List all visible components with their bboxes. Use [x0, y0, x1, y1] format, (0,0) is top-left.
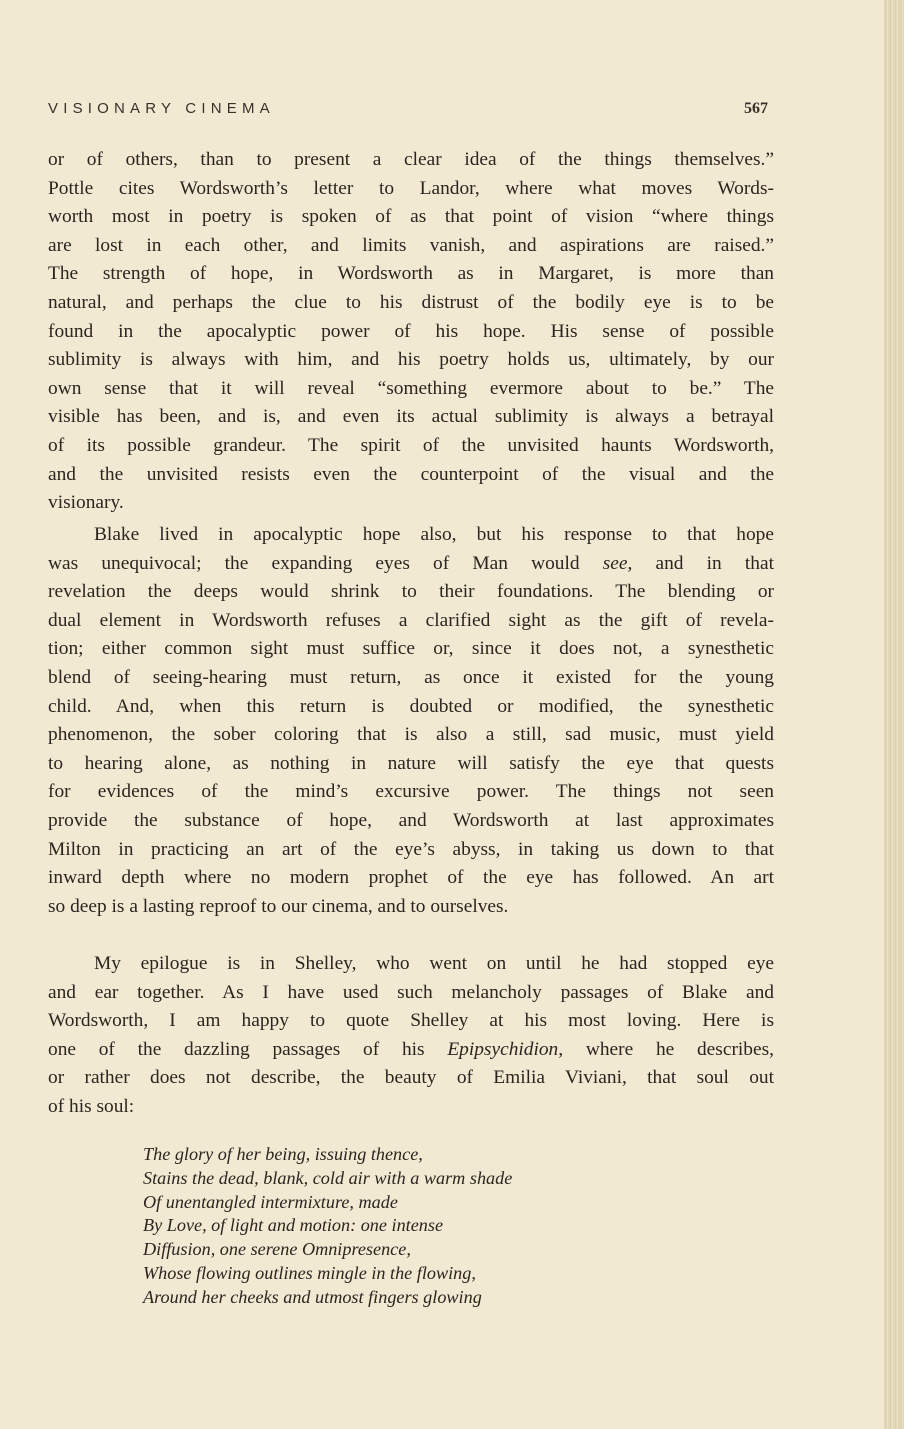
text-line: revelation the deeps would shrink to their foundations. The blending or — [48, 581, 774, 603]
text-line: inward depth where no modern prophet of the eye has followed. An art — [48, 867, 774, 889]
text-line: The strength of hope, in Wordsworth as in Margaret, is more than — [48, 263, 774, 285]
text-line: natural, and perhaps the clue to his distrust of the bodily eye is to be — [48, 291, 774, 313]
verse-quotation — [143, 1143, 743, 1310]
text-line: provide the substance of hope, and Wordsworth at last approximates — [48, 809, 774, 831]
text-run: and in that — [632, 552, 774, 574]
verse-line: Around her cheeks and utmost fingers glowing — [143, 1286, 482, 1307]
verse-line: The glory of her being, issuing thence, — [143, 1144, 423, 1164]
text-line: sublimity is always with him, and his poetry holds us, ultimately, by our — [48, 349, 774, 371]
text-line: found in the apocalyptic power of his hope. His sense of possible — [48, 320, 774, 342]
text-line — [48, 550, 774, 579]
text-line: and the unvisited resists even the counterpoint of the visual and the — [48, 463, 774, 485]
text-line: worth most in poetry is spoken of as that point of vision “where things — [48, 206, 774, 228]
text-line: and ear together. As I have used such melancholy passages of Blake and — [48, 981, 774, 1003]
paragraph-1 — [48, 146, 774, 518]
text-line: Milton in practicing an art of the eye’s abyss, in taking us down to that — [48, 838, 774, 860]
text-line: Pottle cites Wordsworth’s letter to Landor, where what moves Words- — [48, 177, 774, 199]
text-line: are lost in each other, and limits vanish, and aspirations are raised.” — [48, 234, 774, 256]
running-head — [48, 100, 768, 120]
text-line: dual element in Wordsworth refuses a clarified sight as the gift of revela- — [48, 609, 774, 631]
text-line: tion; either common sight must suffice or, since it does not, a synesthetic — [48, 638, 774, 660]
text-line: or rather does not describe, the beauty of Emilia Viviani, that soul out — [48, 1067, 774, 1089]
text-line: Blake lived in apocalyptic hope also, but his response to that hope — [94, 524, 774, 545]
verse-line: Diffusion, one serene Omnipresence, — [143, 1239, 411, 1260]
text-line: own sense that it will reveal “something evermore about to be.” The — [48, 377, 774, 399]
text-run: one of the dazzling passages of his — [48, 1038, 448, 1060]
text-line: of his soul: — [48, 1095, 135, 1117]
verse-line: By Love, of light and motion: one intense — [143, 1215, 444, 1236]
text-run: was unequivocal; the expanding eyes of Man would — [48, 552, 603, 574]
verse-line: Whose flowing outlines mingle in the flowing, — [143, 1262, 476, 1283]
page-edge-gutter — [884, 0, 904, 1429]
text-line: child. And, when this return is doubted or modified, the synesthetic — [48, 695, 774, 717]
running-title: VISIONARY CINEMA — [48, 100, 275, 117]
page-number: 567 — [744, 100, 768, 117]
text-line — [48, 1036, 774, 1065]
emphasis-see: see, — [602, 552, 633, 574]
paragraph-2 — [48, 521, 774, 921]
text-line: My epilogue is in Shelley, who went on until he had stopped eye — [94, 953, 774, 974]
verse-line: Stains the dead, blank, cold air with a warm shade — [143, 1167, 513, 1188]
title-epipsychidion: Epipsychidion, — [447, 1038, 564, 1060]
text-line: phenomenon, the sober coloring that is also a still, sad music, must yield — [48, 724, 774, 746]
text-line: Wordsworth, I am happy to quote Shelley at his most loving. Here is — [48, 1010, 774, 1032]
paragraph-3 — [48, 950, 774, 1122]
text-line: for evidences of the mind’s excursive power. The things not seen — [48, 781, 774, 803]
text-line: or of others, than to present a clear idea of the things themselves.” — [48, 149, 774, 170]
text-line: visionary. — [48, 492, 124, 514]
verse-line: Of unentangled intermixture, made — [143, 1191, 398, 1212]
text-line: so deep is a lasting reproof to our cinema, and to ourselves. — [48, 895, 509, 917]
text-line: of its possible grandeur. The spirit of the unvisited haunts Wordsworth, — [48, 434, 774, 456]
text-line: blend of seeing-hearing must return, as once it existed for the young — [48, 666, 774, 688]
text-line: to hearing alone, as nothing in nature will satisfy the eye that quests — [48, 752, 774, 774]
text-line: visible has been, and is, and even its actual sublimity is always a betrayal — [48, 406, 774, 428]
text-run: where he describes, — [563, 1038, 774, 1060]
